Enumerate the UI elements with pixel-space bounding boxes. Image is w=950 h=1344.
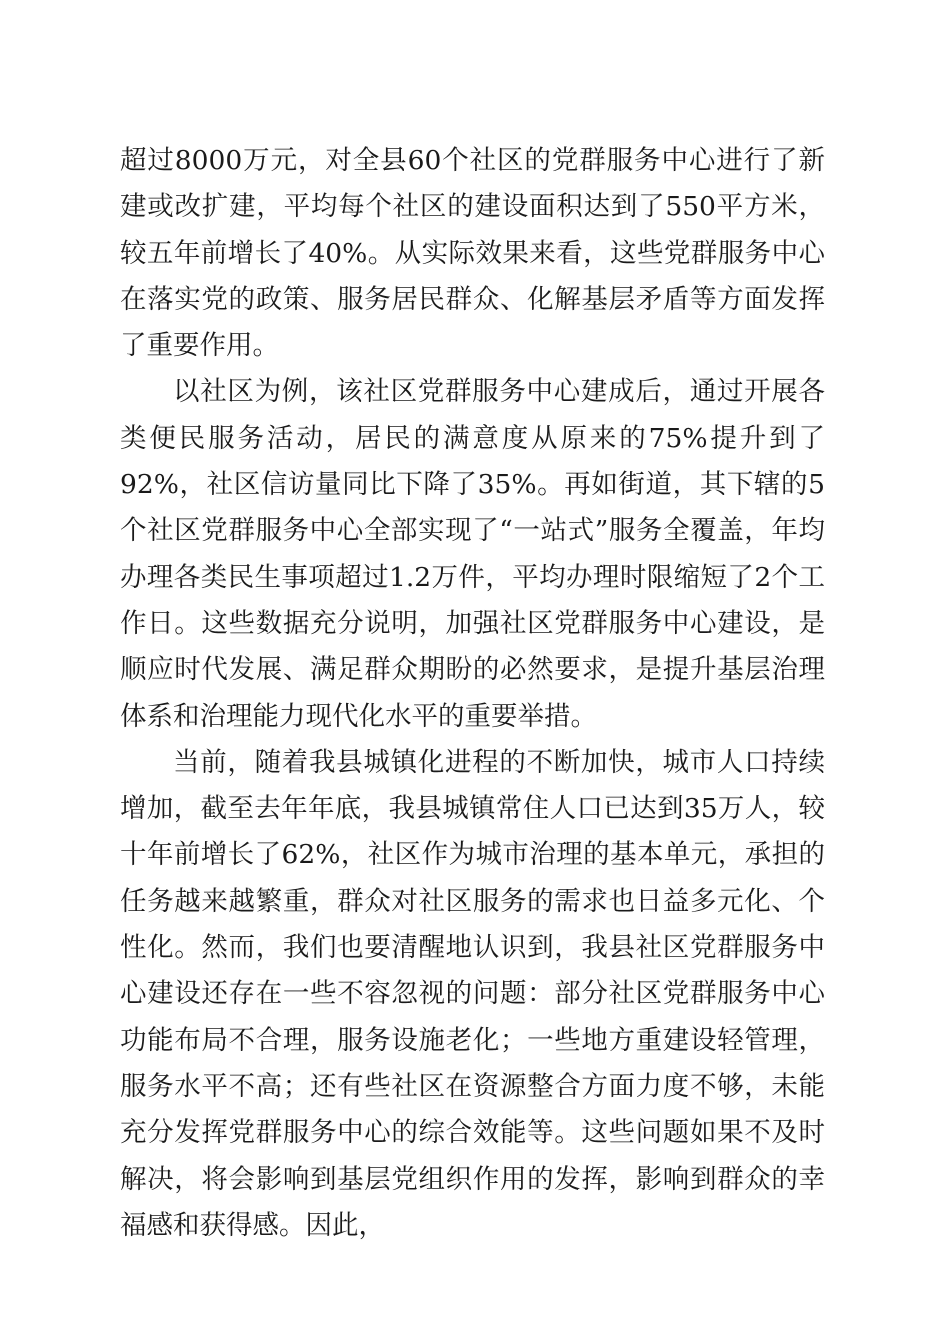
paragraph-2: 以社区为例，该社区党群服务中心建成后，通过开展各类便民服务活动，居民的满意度从原来的75%提升到了92%，社区信访量同比下降了35%。再如街道，其下辖的5个社区党群服务中心全部实现了“一站式”服务全覆盖，年均办理各类民生事项超过1.2万件，平均办理时限缩短了2个工作日。这些数据充分说明，加强社区党群服务中心建设，是顺应时代发展、满足群众期盼的必然要求，是提升基层治理体系和治理能力现代化水平的重要举措。 <box>120 376 825 732</box>
paragraph-1: 超过8000万元，对全县60个社区的党群服务中心进行了新建或改扩建，平均每个社区的建设面积达到了550平方米，较五年前增长了40%。从实际效果来看，这些党群服务中心在落实党的政策、服务居民群众、化解基层矛盾等方面发挥了重要作用。 <box>120 145 825 362</box>
body-text <box>120 138 825 1249</box>
paragraph-3: 当前，随着我县城镇化进程的不断加快，城市人口持续增加，截至去年年底，我县城镇常住人口已达到35万人，较十年前增长了62%，社区作为城市治理的基本单元，承担的任务越来越繁重，群众对社区服务的需求也日益多元化、个性化。然而，我们也要清醒地认识到，我县社区党群服务中心建设还存在一些不容忽视的问题：部分社区党群服务中心功能布局不合理，服务设施老化；一些地方重建设轻管理，服务水平不高；还有些社区在资源整合方面力度不够，未能充分发挥党群服务中心的综合效能等。这些问题如果不及时解决，将会影响到基层党组织作用的发挥，影响到群众的幸福感和获得感。因此， <box>120 746 825 1241</box>
